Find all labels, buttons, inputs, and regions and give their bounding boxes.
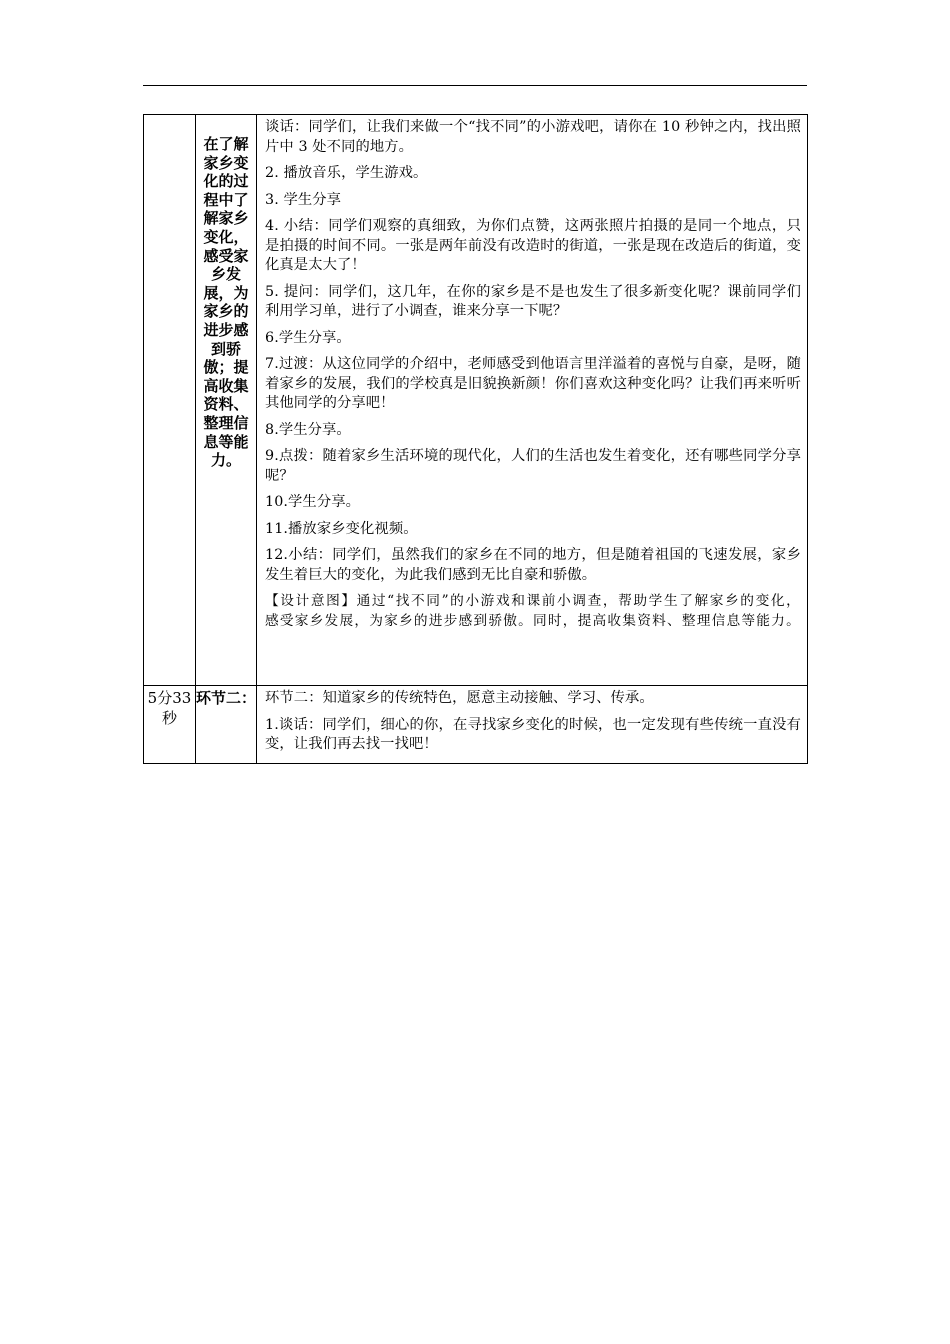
time-text <box>144 115 195 118</box>
step-paragraph: 5. 提问：同学们，这几年，在你的家乡是不是也发生了很多新变化呢？课前同学们利用学习单，进行了小调查，谁来分享一下呢？ <box>265 283 801 319</box>
step-paragraph: 7.过渡：从这位同学的介绍中，老师感受到他语言里洋溢着的喜悦与自豪，是呀，随着家乡的发展，我们的学校真是旧貌换新颜！你们喜欢这种变化吗？让我们再来听听其他同学的分享吧！ <box>265 356 801 411</box>
step-paragraph: 1.谈话：同学们，细心的你，在寻找家乡变化的时候，也一定发现有些传统一直没有变，让我们再去找一找吧！ <box>265 716 801 752</box>
step-paragraph: 谈话：同学们，让我们来做一个“找不同”的小游戏吧，请你在 10 秒钟之内，找出照片中 3 处不同的地方。 <box>265 119 801 155</box>
stage-label: 环节二： <box>196 689 257 707</box>
table-row <box>144 115 808 686</box>
table-row <box>144 686 808 764</box>
time-text: 5分33秒 <box>147 689 192 727</box>
content-cell <box>257 115 808 686</box>
header-rule <box>143 85 807 86</box>
goal-cell <box>196 115 257 686</box>
step-paragraph: 环节二：知道家乡的传统特色，愿意主动接触、学习、传承。 <box>265 690 654 706</box>
step-paragraph: 3. 学生分享 <box>265 191 342 208</box>
stage-cell <box>196 686 257 764</box>
lesson-plan-table <box>143 114 808 764</box>
step-paragraph: 9.点拨：随着家乡生活环境的现代化，人们的生活也发生着变化，还有哪些同学分享呢？ <box>265 448 801 484</box>
step-paragraph: 6.学生分享。 <box>265 329 351 346</box>
time-cell <box>144 686 196 764</box>
goal-text: 在了解家乡变化的过程中了解家乡变化，感受家乡发展，为家乡的进步感到骄傲；提高收集资料、整理信息等能力。 <box>203 135 249 470</box>
step-paragraph: 12.小结：同学们，虽然我们的家乡在不同的地方，但是随着祖国的飞速发展，家乡发生着巨大的变化，为此我们感到无比自豪和骄傲。 <box>265 547 801 583</box>
step-paragraph: 8.学生分享。 <box>265 421 351 438</box>
step-paragraph: 2. 播放音乐，学生游戏。 <box>265 165 428 181</box>
content-cell <box>257 686 808 764</box>
step-paragraph: 4. 小结：同学们观察的真细致，为你们点赞，这两张照片拍摄的是同一个地点，只是拍摄的时间不同。一张是两年前没有改造时的街道，一张是现在改造后的街道，变化真是太大了！ <box>265 218 801 273</box>
step-paragraph: 10.学生分享。 <box>265 494 361 510</box>
design-intent-note: 【设计意图】通过“找不同”的小游戏和课前小调查，帮助学生了解家乡的变化，感受家乡发展，为家乡的进步感到骄傲。同时，提高收集资料、整理信息等能力。 <box>265 593 801 629</box>
step-paragraph: 11.播放家乡变化视频。 <box>265 520 418 537</box>
time-cell <box>144 115 196 686</box>
